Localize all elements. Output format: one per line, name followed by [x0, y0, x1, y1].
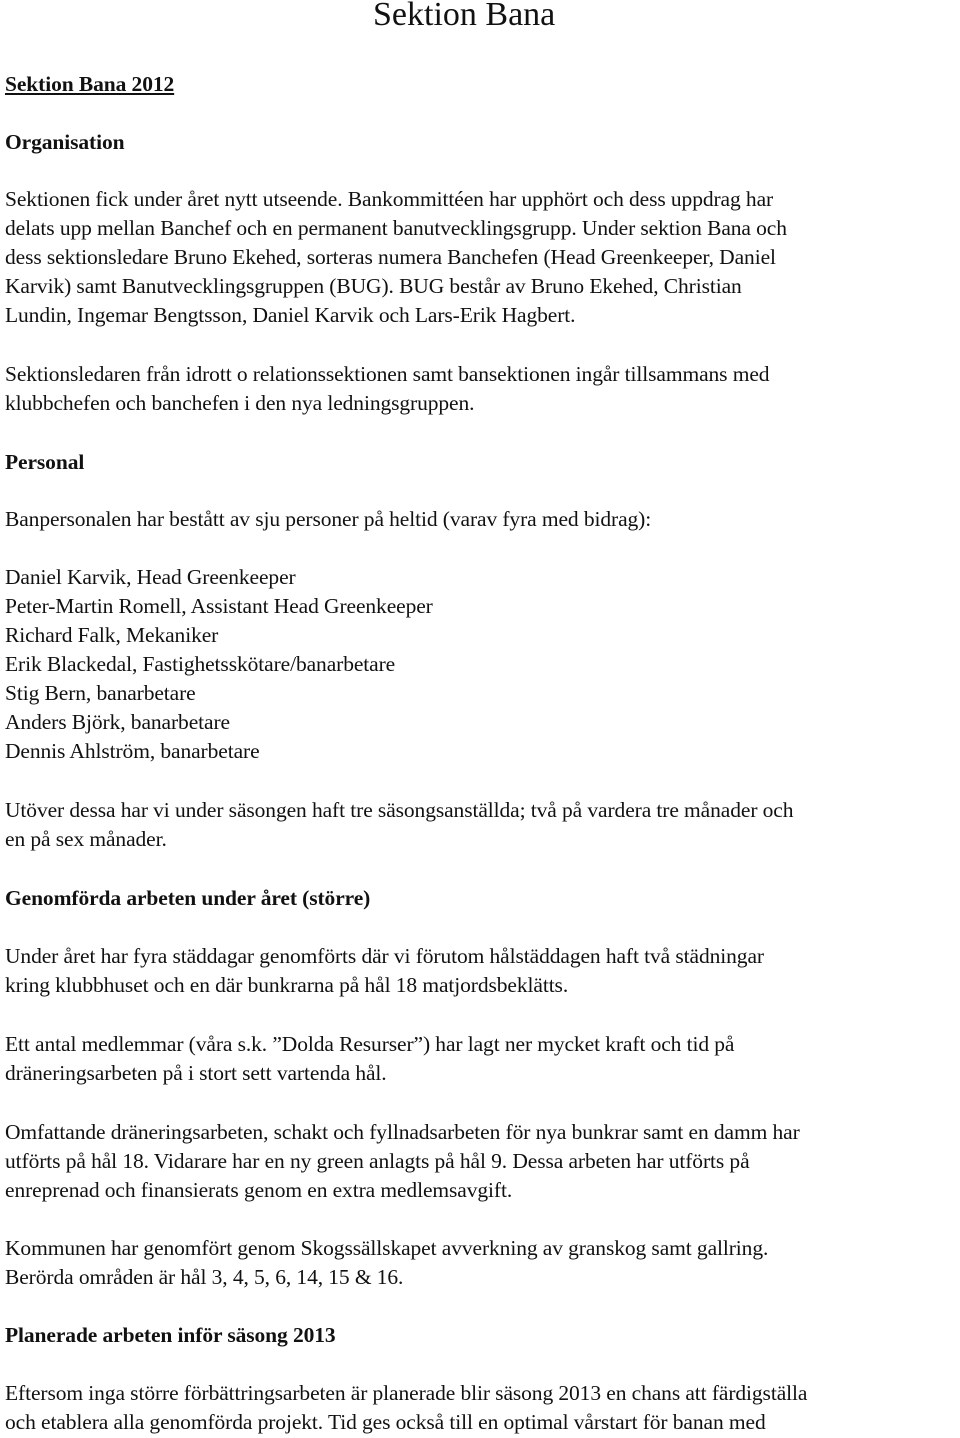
staff-item: Richard Falk, Mekaniker — [5, 623, 219, 647]
paragraph-line: utförts på hål 18. Vidarare har en ny green anlagts på hål 9. Dessa arbeten har utförts på — [5, 1149, 750, 1173]
paragraph-line: Under året har fyra städdagar genomförts där vi förutom hålstäddagen haft två städningar — [5, 944, 764, 968]
paragraph-line: Lundin, Ingemar Bengtsson, Daniel Karvik och Lars-Erik Hagbert. — [5, 303, 576, 327]
paragraph-line: dräneringsarbeten på i stort sett vartenda hål. — [5, 1061, 387, 1085]
document-title: Sektion Bana — [373, 0, 556, 33]
heading-arbeten: Genomförda arbeten under året (större) — [5, 886, 371, 910]
paragraph-line: och etablera alla genomförda projekt. Tid ges också till en optimal vårstart för banan med — [5, 1410, 766, 1434]
paragraph-line: klubbchefen och banchefen i den nya ledningsgruppen. — [5, 391, 475, 415]
paragraph-line: Utöver dessa har vi under säsongen haft tre säsongsanställda; två på vardera tre månader och — [5, 798, 794, 822]
paragraph-line: en på sex månader. — [5, 827, 167, 851]
paragraph-line: kring klubbhuset och en där bunkrarna på hål 18 matjordsbeklätts. — [5, 973, 569, 997]
paragraph-line: enreprenad och finansierats genom en extra medlemsavgift. — [5, 1178, 513, 1202]
heading-planerade: Planerade arbeten inför säsong 2013 — [5, 1323, 336, 1347]
paragraph-line: Omfattande dräneringsarbeten, schakt och fyllnadsarbeten för nya bunkrar samt en damm har — [5, 1120, 800, 1144]
section-title: Sektion Bana 2012 — [5, 72, 175, 96]
heading-organisation: Organisation — [5, 130, 125, 154]
staff-item: Dennis Ahlström, banarbetare — [5, 739, 260, 763]
staff-item: Anders Björk, banarbetare — [5, 710, 230, 734]
paragraph-line: Berörda områden är hål 3, 4, 5, 6, 14, 15 & 16. — [5, 1265, 404, 1289]
paragraph-line: Sektionen fick under året nytt utseende. Bankommittéen har upphört och dess uppdrag har — [5, 187, 774, 211]
paragraph-line: Ett antal medlemmar (våra s.k. ”Dolda Resurser”) har lagt ner mycket kraft och tid på — [5, 1032, 735, 1056]
staff-item: Erik Blackedal, Fastighetsskötare/banarbetare — [5, 652, 396, 676]
paragraph-line: Kommunen har genomfört genom Skogssällskapet avverkning av granskog samt gallring. — [5, 1236, 769, 1260]
staff-item: Stig Bern, banarbetare — [5, 681, 196, 705]
paragraph-line: Banpersonalen har bestått av sju personer på heltid (varav fyra med bidrag): — [5, 507, 652, 531]
paragraph-line: dess sektionsledare Bruno Ekehed, sorteras numera Banchefen (Head Greenkeeper, Daniel — [5, 245, 776, 269]
heading-personal: Personal — [5, 450, 85, 474]
paragraph-line: Eftersom inga större förbättringsarbeten är planerade blir säsong 2013 en chans att färdigställa — [5, 1381, 808, 1405]
paragraph-line: Karvik) samt Banutvecklingsgruppen (BUG). BUG består av Bruno Ekehed, Christian — [5, 274, 742, 298]
staff-item: Peter-Martin Romell, Assistant Head Greenkeeper — [5, 594, 433, 618]
paragraph-line: delats upp mellan Banchef och en permanent banutvecklingsgrupp. Under sektion Bana och — [5, 216, 787, 240]
staff-item: Daniel Karvik, Head Greenkeeper — [5, 565, 296, 589]
paragraph-line: Sektionsledaren från idrott o relationssektionen samt bansektionen ingår tillsammans med — [5, 362, 770, 386]
